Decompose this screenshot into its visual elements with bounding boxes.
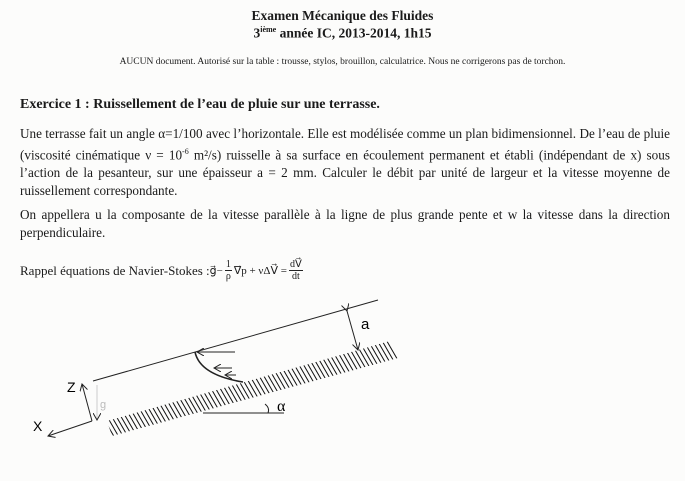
label-x: X <box>33 418 43 434</box>
label-z: Z <box>67 379 76 395</box>
p1-sup: -6 <box>182 147 189 156</box>
exam-instructions: AUCUN document. Autorisé sur la table : trousse, stylos, brouillon, calculatrice. Nous ne corrigerons pas de torchon. <box>119 57 566 67</box>
equation-label: Rappel équations de Navier-Stokes : <box>20 262 210 278</box>
eq-g: g⃗ <box>209 265 217 277</box>
subtitle-prefix: 3 <box>253 25 261 41</box>
exam-title: Examen Mécanique des Fluides <box>251 8 434 23</box>
gravity-label: g <box>100 399 107 411</box>
p1-b: m²/s) ruisselle à sa surface en écoulement permanent et établi (indépendant de x) sous l’action de la pesanteur, sur une épaisseur a = 2 mm. Calculer le débit par unité de largeur et la vitesse moyenne de ruissellement correspondante. <box>20 147 671 199</box>
subtitle-rest: année IC, 2013-2014, 1h15 <box>276 25 432 41</box>
frac2-den: dt <box>291 271 300 282</box>
frac1-den: ρ <box>225 271 231 282</box>
exercise-heading: Exercice 1 : Ruissellement de l’eau de pluie sur une terrasse. <box>20 97 380 112</box>
velocity-profile-curve <box>195 352 243 382</box>
label-alpha: α <box>277 398 286 415</box>
x-axis-arrow <box>48 421 92 436</box>
thickness-arrow <box>347 311 358 350</box>
subtitle-sup: ième <box>260 25 277 34</box>
eq-middle: ∇⃗p + νΔV⃗ = <box>233 265 287 277</box>
hatched-ground <box>107 341 398 436</box>
angle-arc <box>265 404 269 413</box>
p1-a: Une terrasse fait un angle α=1/100 avec l’horizontale. Elle est modélisée comme un plan bidimensionnel. De l’eau de pluie (viscosité cinématique ν = 10 <box>20 126 670 163</box>
z-axis-arrow <box>82 384 92 421</box>
label-a: a <box>361 316 370 333</box>
frac2-num: dV⃗ <box>289 259 302 270</box>
frac1-num: 1 <box>225 259 231 270</box>
exercise-paragraph-2: On appellera u la composante de la vitesse parallèle à la ligne de plus grande pente et w la vitesse dans la direction perpendiculaire. <box>20 207 670 240</box>
eq-minus: − <box>216 264 223 277</box>
